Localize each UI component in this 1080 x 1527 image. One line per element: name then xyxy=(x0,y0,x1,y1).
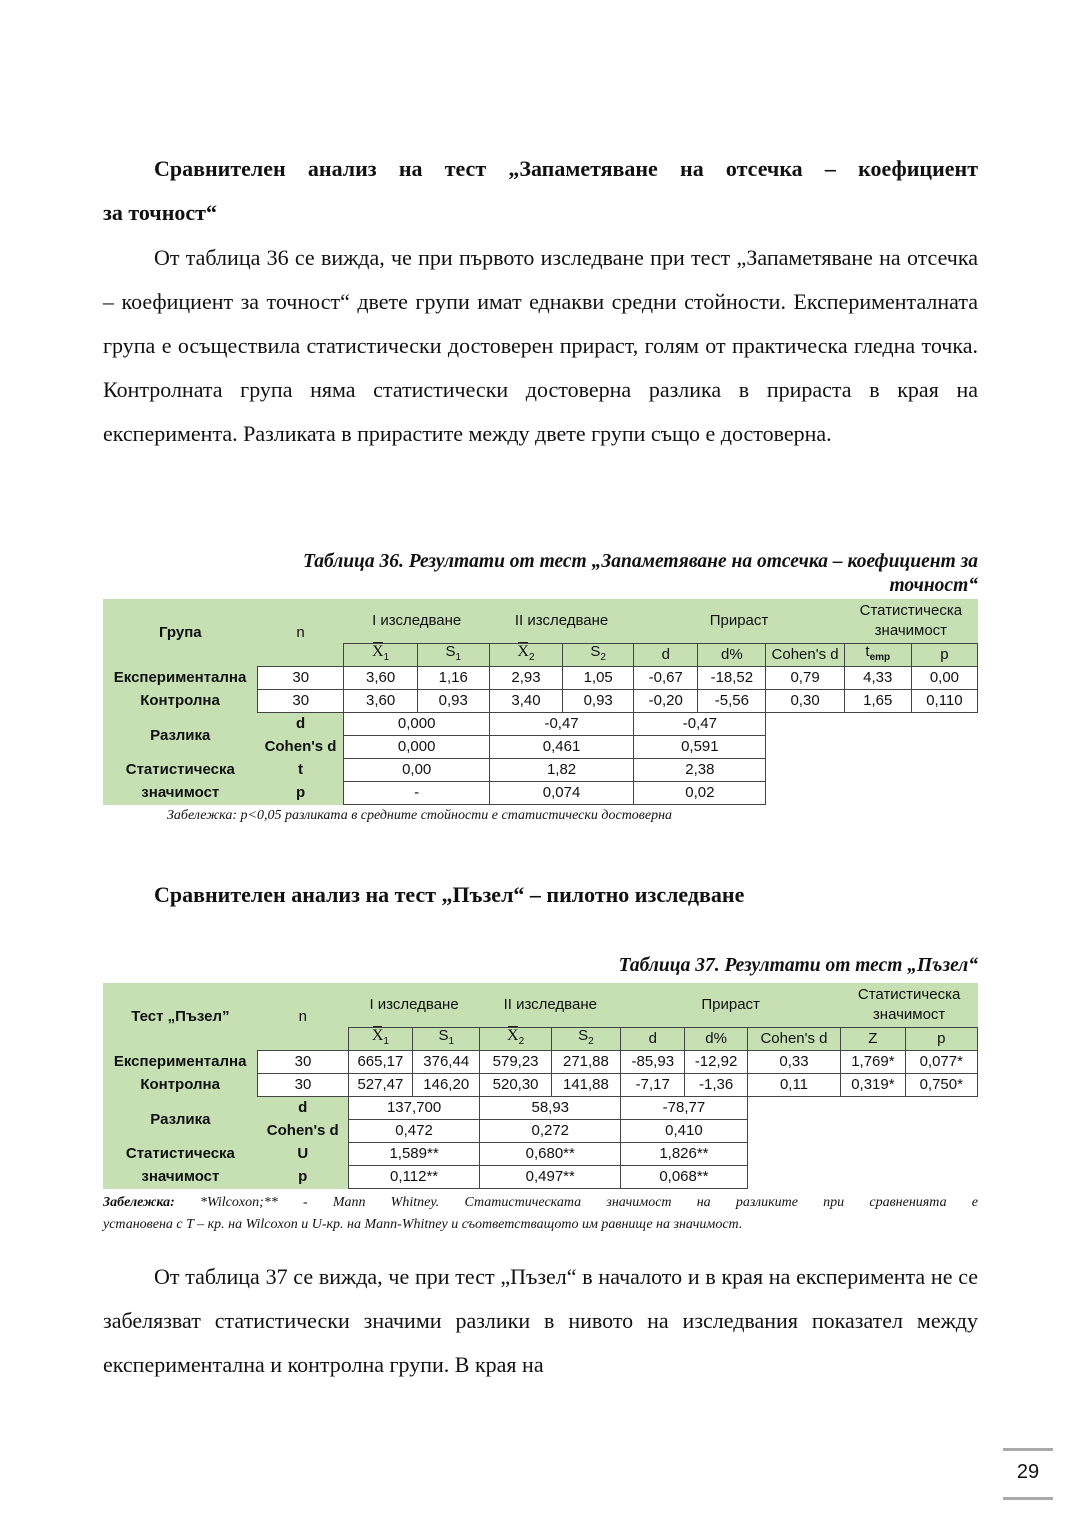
table37-note-line2: установена с T – кр. на Wilcoxon и U-кр. на Mann-Whitney и съответстващото им равнище на значимост. xyxy=(103,1217,743,1232)
t36-sub-x1: $X_1$ xyxy=(344,644,417,667)
t37-h-growth: Прираст xyxy=(621,983,841,1028)
cell-p: 0,750* xyxy=(905,1074,977,1097)
diff-key: d xyxy=(258,713,344,736)
t36-sub-p: p xyxy=(911,644,977,667)
section2-heading: Сравнителен анализ на тест „Пъзел“ – пилотно изследване xyxy=(154,882,745,907)
t36-sub-dpct: d% xyxy=(698,644,766,667)
cell-dpct: -12,92 xyxy=(685,1051,747,1074)
cell-s1: 1,16 xyxy=(417,667,489,690)
diff-key: Cohen's d xyxy=(258,736,344,759)
t36-sub-t: $t_{emp}$ xyxy=(844,644,911,667)
diff-v3: -0,47 xyxy=(634,713,766,736)
diff-v2: -0,47 xyxy=(489,713,633,736)
table-row xyxy=(103,667,978,690)
section1-heading-line1: Сравнителен анализ на тест „Запаметяване на отсечка – коефициент xyxy=(154,156,978,181)
cell-d: -0,20 xyxy=(634,690,698,713)
cell-s1: 0,93 xyxy=(417,690,489,713)
t37-diff-label: Разлика xyxy=(103,1097,258,1143)
cell-d: -7,17 xyxy=(621,1074,685,1097)
cell-z: 1,769* xyxy=(841,1051,905,1074)
t37-h-n: n xyxy=(258,983,348,1051)
diff-v3: 0,410 xyxy=(621,1120,748,1143)
diff-key: Cohen's d xyxy=(258,1120,348,1143)
cell-d: -0,67 xyxy=(634,667,698,690)
table37-note-text1: *Wilcoxon;** - Mann Whitney. Статистическата значимост на разликите при сравненията е xyxy=(174,1195,978,1210)
cell-x1: 527,47 xyxy=(348,1074,412,1097)
table37-note xyxy=(103,1192,978,1236)
t36-h-study1: I изследване xyxy=(344,599,489,644)
cell-cohen: 0,33 xyxy=(747,1051,840,1074)
diff-v3: 0,02 xyxy=(634,782,766,805)
cell-dpct: -1,36 xyxy=(685,1074,747,1097)
section1-heading-line2: за точност“ xyxy=(103,200,217,225)
cell-p: 0,077* xyxy=(905,1051,977,1074)
cell-x1: 665,17 xyxy=(348,1051,412,1074)
t37-h-study2: II изследване xyxy=(480,983,621,1028)
t36-h-growth: Прираст xyxy=(634,599,844,644)
diff-v1: 0,000 xyxy=(344,736,489,759)
cell-x2: 579,23 xyxy=(480,1051,551,1074)
diff-v2: 0,461 xyxy=(489,736,633,759)
diff-v2: 0,497** xyxy=(480,1166,621,1189)
section3-paragraph: От таблица 37 се вижда, че при тест „Пъзел“ в началото и в края на експеримента не се забелязват статистически значими разлики в нивото на изследвания показател между експериментална и контролна групи. В края на xyxy=(103,1264,978,1377)
t37-sub-s2: $S_2$ xyxy=(551,1028,620,1051)
t36-diff-label: Разлика xyxy=(103,713,258,759)
diff-v1: - xyxy=(344,782,489,805)
table37-note-bold: Забележка: xyxy=(103,1195,175,1210)
cell-n: 30 xyxy=(258,667,344,690)
t36-sub-s1: $S_1$ xyxy=(417,644,489,667)
t37-sub-d: d xyxy=(621,1028,685,1051)
row-label: Контролна xyxy=(103,690,258,713)
table-row xyxy=(103,690,978,713)
cell-n: 30 xyxy=(258,690,344,713)
cell-x1: 3,60 xyxy=(344,690,417,713)
cell-x2: 3,40 xyxy=(489,690,562,713)
diff-v1: 0,472 xyxy=(348,1120,480,1143)
t36-sub-s2: $S_2$ xyxy=(563,644,634,667)
row-label: Експериментална xyxy=(103,1051,258,1074)
diff-v1: 0,00 xyxy=(344,759,489,782)
t36-sig-label-2: значимост xyxy=(103,782,258,805)
t37-sig-label-2: значимост xyxy=(103,1166,258,1189)
t37-sub-cohen: Cohen's d xyxy=(747,1028,840,1051)
cell-cohen: 0,79 xyxy=(766,667,844,690)
t36-h-sig: Статистическа значимост xyxy=(844,599,977,644)
diff-row xyxy=(103,713,978,736)
diff-v3: 2,38 xyxy=(634,759,766,782)
t36-sig-label-1: Статистическа xyxy=(103,759,258,782)
diff-key: d xyxy=(258,1097,348,1120)
t37-sub-s1: $S_1$ xyxy=(413,1028,480,1051)
diff-key: p xyxy=(258,1166,348,1189)
row-label: Контролна xyxy=(103,1074,258,1097)
cell-cohen: 0,11 xyxy=(747,1074,840,1097)
t36-sub-d: d xyxy=(634,644,698,667)
cell-x1: 3,60 xyxy=(344,667,417,690)
t36-h-study2: II изследване xyxy=(489,599,633,644)
t37-sub-x2: $X_2$ xyxy=(480,1028,551,1051)
diff-row xyxy=(103,1097,978,1120)
diff-key: U xyxy=(258,1143,348,1166)
diff-v1: 0,112** xyxy=(348,1166,480,1189)
diff-v1: 1,589** xyxy=(348,1143,480,1166)
t37-sub-p: p xyxy=(905,1028,977,1051)
t37-sig-label-1: Статистическа xyxy=(103,1143,258,1166)
t37-h-sig: Статистическа значимост xyxy=(841,983,978,1028)
table36-caption xyxy=(103,550,978,598)
diff-row xyxy=(103,782,978,805)
diff-row xyxy=(103,1143,978,1166)
t37-sub-z: Z xyxy=(841,1028,905,1051)
section1-paragraph: От таблица 36 се вижда, че при първото изследване при тест „Запаметяване на отсечка – коефициент за точност“ двете групи имат еднакви средни стойности. Експерименталната група е осъществила статистически достоверен прираст, голям от практическа гледна точка. Контролната група няма статистически достоверна разлика в прираста в края на експеримента. Разликата в прирастите между двете групи също е достоверна. xyxy=(103,245,978,446)
cell-z: 0,319* xyxy=(841,1074,905,1097)
table-row xyxy=(103,1051,978,1074)
table37-caption: Таблица 37. Резултати от тест „Пъзел“ xyxy=(618,955,978,976)
t37-sub-x1: $X_1$ xyxy=(348,1028,412,1051)
cell-n: 30 xyxy=(258,1074,348,1097)
diff-key: p xyxy=(258,782,344,805)
cell-s2: 271,88 xyxy=(551,1051,620,1074)
t36-h-n: n xyxy=(258,599,344,667)
t37-h-study1: I изследване xyxy=(348,983,480,1028)
cell-t: 4,33 xyxy=(844,667,911,690)
cell-s2: 1,05 xyxy=(563,667,634,690)
diff-v1: 0,000 xyxy=(344,713,489,736)
t37-h-group: Тест „Пъзел” xyxy=(103,983,258,1051)
cell-dpct: -5,56 xyxy=(698,690,766,713)
t36-sub-x2: $X_2$ xyxy=(489,644,562,667)
diff-key: t xyxy=(258,759,344,782)
page-number: 29 xyxy=(1003,1448,1053,1500)
cell-n: 30 xyxy=(258,1051,348,1074)
cell-s2: 141,88 xyxy=(551,1074,620,1097)
diff-v3: 0,068** xyxy=(621,1166,748,1189)
cell-x2: 2,93 xyxy=(489,667,562,690)
cell-p: 0,110 xyxy=(911,690,977,713)
table36-caption-line1: Таблица 36. Резултати от тест „Запаметяване на отсечка – коефициент за xyxy=(303,551,978,572)
diff-v1: 137,700 xyxy=(348,1097,480,1120)
t36-h-group: Група xyxy=(103,599,258,667)
cell-s2: 0,93 xyxy=(563,690,634,713)
table36-note: Забележка: p<0,05 разликата в средните стойности е статистически достоверна xyxy=(167,808,673,823)
diff-v3: -78,77 xyxy=(621,1097,748,1120)
table36 xyxy=(103,599,978,805)
cell-cohen: 0,30 xyxy=(766,690,844,713)
diff-v3: 1,826** xyxy=(621,1143,748,1166)
table-row xyxy=(103,1074,978,1097)
diff-v2: 0,074 xyxy=(489,782,633,805)
cell-x2: 520,30 xyxy=(480,1074,551,1097)
cell-t: 1,65 xyxy=(844,690,911,713)
diff-v3: 0,591 xyxy=(634,736,766,759)
cell-p: 0,00 xyxy=(911,667,977,690)
diff-v2: 0,680** xyxy=(480,1143,621,1166)
diff-row xyxy=(103,1166,978,1189)
diff-v2: 0,272 xyxy=(480,1120,621,1143)
cell-s1: 146,20 xyxy=(413,1074,480,1097)
cell-dpct: -18,52 xyxy=(698,667,766,690)
diff-row xyxy=(103,759,978,782)
table37 xyxy=(103,983,978,1189)
diff-v2: 58,93 xyxy=(480,1097,621,1120)
t36-sub-cohen: Cohen's d xyxy=(766,644,844,667)
cell-d: -85,93 xyxy=(621,1051,685,1074)
table37-note-line1 xyxy=(103,1192,978,1214)
diff-v2: 1,82 xyxy=(489,759,633,782)
t37-sub-dpct: d% xyxy=(685,1028,747,1051)
table36-caption-line2: точност“ xyxy=(889,575,978,596)
row-label: Експериментална xyxy=(103,667,258,690)
cell-s1: 376,44 xyxy=(413,1051,480,1074)
